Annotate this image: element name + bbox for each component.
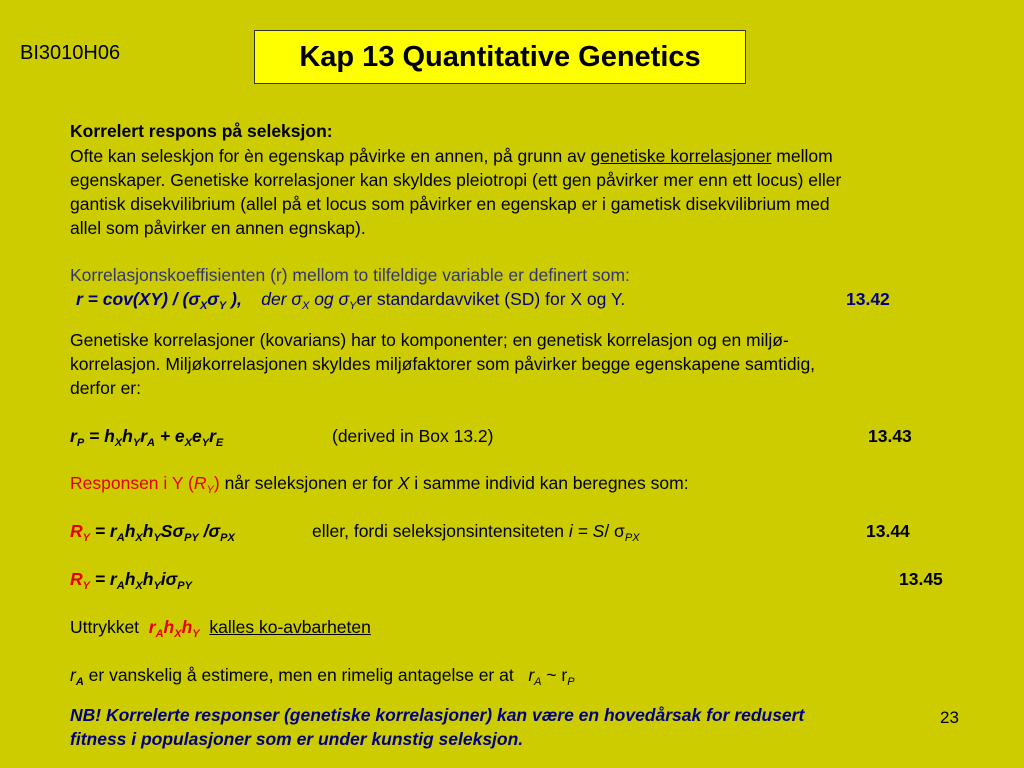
paragraph-1-line-1: Ofte kan seleskjon for èn egenskap påvirke en annen, på grunn av genetiske korrelasjoner mellom	[70, 146, 833, 166]
paragraph-2-line-3: derfor er:	[70, 378, 141, 398]
course-code: BI3010H06	[20, 42, 121, 64]
derivation-note: (derived in Box 13.2)	[332, 426, 494, 446]
genetic-correlation-term: genetiske korrelasjoner	[590, 146, 772, 166]
equation-13-42: $r = cov(XY) / (\sigma_X\sigma_Y$ ), der $\sigma_X$ og $\sigma_Yer$ standardavviket (SD) for X og Y.	[76, 289, 626, 312]
nb-note-line-2: fitness i populasjoner som er under kunstig seleksjon.	[70, 729, 524, 749]
genetic-correlation-estimate: $r_A$ er vanskelig å estimere, men en rimelig antagelse er at $r_A$ ~ $r_P$	[70, 665, 575, 688]
nb-note-line-1: NB! Korrelerte responser (genetiske korrelasjoner) kan være en hovedårsak for redusert	[70, 705, 805, 725]
coheritability-line: Uttrykket $r_Ah_Xh_Y$ kalles ko-avbarheten	[70, 617, 371, 640]
slide-title: Kap 13 Quantitative Genetics	[254, 30, 746, 84]
response-intro: Responsen i Y $(R_Y)$ når seleksjonen er for X i samme individ kan beregnes som:	[70, 473, 689, 496]
paragraph-2-line-2: korrelasjon. Miljøkorrelasjonen skyldes miljøfaktorer som påvirker begge egenskapene samtidig,	[70, 354, 816, 374]
equation-number-13-44: 13.44	[866, 521, 910, 541]
paragraph-1-line-2: egenskaper. Genetiske korrelasjoner kan skyldes pleiotropi (ett gen påvirker mer enn ett locus) eller	[70, 170, 842, 190]
equation-number-13-42: 13.42	[846, 289, 890, 309]
page-number: 23	[940, 708, 959, 727]
paragraph-1-line-3: gantisk disekvilibrium (allel på et locus som påvirker en egenskap er i gametisk disekvilibrium med	[70, 194, 830, 214]
equation-number-13-43: 13.43	[868, 426, 912, 446]
equation-13-44: $R_Y = r_Ah_Xh_YS\sigma_{PY}$ $/\sigma_{PX}$	[70, 521, 235, 544]
equation-13-45: $R_Y = r_Ah_Xh_Yi\sigma_{PY}$	[70, 569, 192, 592]
equation-13-43: $r_P = h_Xh_Yr_A + e_Xe_Yr_E$	[70, 426, 224, 449]
selection-intensity-note: eller, fordi seleksjonsintensiteten i = S/ $\sigma_{PX}$	[312, 521, 640, 544]
paragraph-1-line-4: allel som påvirker en annen egnskap).	[70, 218, 366, 238]
paragraph-2-line-1: Genetiske korrelasjoner (kovarians) har to komponenter; en genetisk korrelasjon og en miljø-	[70, 330, 789, 350]
correlation-intro: Korrelasjonskoeffisienten (r) mellom to tilfeldige variable er definert som:	[70, 265, 630, 285]
equation-number-13-45: 13.45	[899, 569, 943, 589]
section-heading: Korrelert respons på seleksjon:	[70, 121, 333, 141]
